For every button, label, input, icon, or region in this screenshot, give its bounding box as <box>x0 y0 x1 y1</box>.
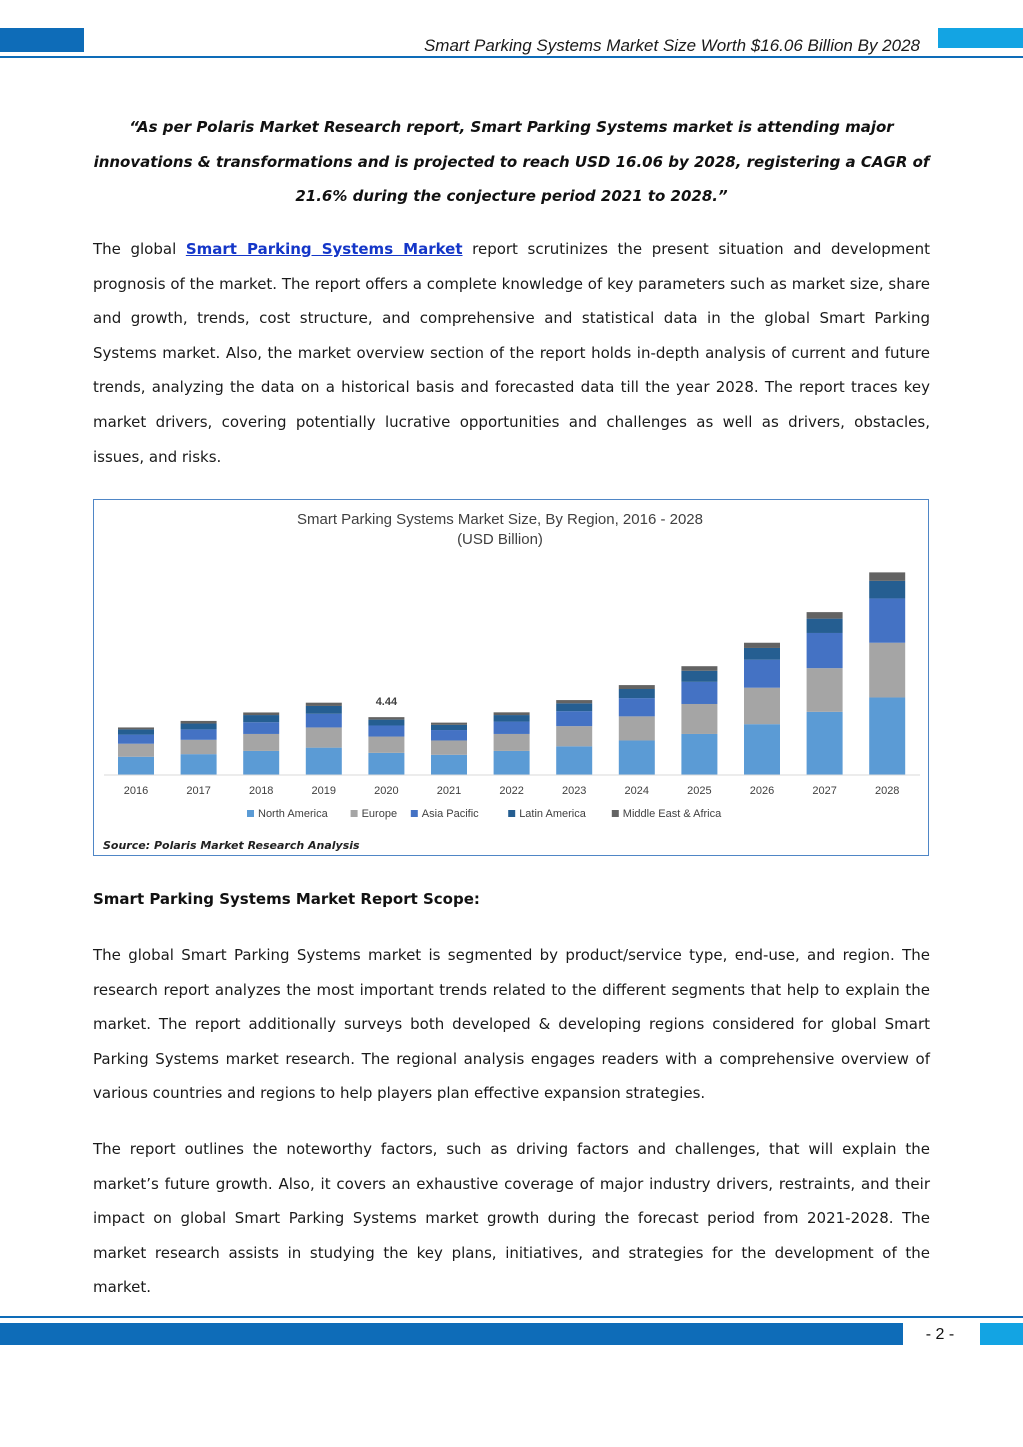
legend-swatch <box>351 810 358 817</box>
bar-segment-2020-4 <box>368 717 404 719</box>
bar-segment-2019-3 <box>306 706 342 714</box>
legend-label: North America <box>258 808 328 820</box>
bar-segment-2018-3 <box>243 715 279 722</box>
bar-segment-2017-4 <box>181 721 217 724</box>
bar-segment-2028-0 <box>869 697 905 775</box>
bar-segment-2020-3 <box>368 720 404 726</box>
chart-canvas <box>94 500 930 857</box>
bar-segment-2016-3 <box>118 729 154 734</box>
bar-segment-2020-1 <box>368 737 404 753</box>
bar-segment-2027-0 <box>807 712 843 775</box>
header-accent-left <box>0 28 84 52</box>
legend-swatch <box>411 810 418 817</box>
bar-segment-2023-2 <box>556 711 592 726</box>
bar-segment-2017-1 <box>181 740 217 754</box>
bar-segment-2025-2 <box>681 682 717 704</box>
bar-segment-2020-2 <box>368 725 404 736</box>
market-size-chart <box>93 499 929 856</box>
bar-segment-2024-0 <box>619 740 655 775</box>
bar-segment-2016-1 <box>118 744 154 757</box>
bar-segment-2026-0 <box>744 724 780 775</box>
bar-segment-2026-4 <box>744 643 780 648</box>
bar-segment-2028-4 <box>869 572 905 580</box>
legend-label: Asia Pacific <box>421 808 479 820</box>
bar-segment-2026-1 <box>744 688 780 724</box>
bar-segment-2027-3 <box>807 619 843 633</box>
bar-segment-2016-0 <box>118 757 154 775</box>
data-label: 4.44 <box>375 696 398 709</box>
bar-segment-2020-0 <box>368 753 404 775</box>
x-tick-label: 2018 <box>248 785 274 797</box>
x-tick-label: 2025 <box>687 785 712 797</box>
bar-segment-2018-2 <box>243 722 279 734</box>
bar-segment-2024-2 <box>619 698 655 716</box>
x-tick-label: 2026 <box>749 785 775 797</box>
legend-swatch <box>508 810 515 817</box>
scope-paragraph-2: The report outlines the noteworthy factors, such as driving factors and challenges, that will explain the market’s future growth. Also, it covers an exhaustive coverage of major industry drivers, restraints, and their impact on global Smart Parking Systems market growth during the forecast period from 2021-2028. The market research assists in studying the key plans, initiatives, and strategies for the development of the market. <box>93 1140 930 1297</box>
bar-segment-2025-0 <box>681 734 717 775</box>
bar-segment-2025-1 <box>681 704 717 734</box>
x-tick-label: 2027 <box>812 785 837 797</box>
chart-subtitle: (USD Billion) <box>457 531 543 548</box>
footer-accent-right <box>980 1323 1023 1345</box>
document-header-title: Smart Parking Systems Market Size Worth $16.06 Billion By 2028 <box>423 36 920 55</box>
legend-label: Europe <box>361 808 398 820</box>
chart-x-ticks <box>124 785 900 797</box>
highlight-quote: “As per Polaris Market Research report, Smart Parking Systems market is attending major innovations & transformations and is projected to reach USD 16.06 by 2028, registering a CAGR of 21.6% during the conjecture period 2021 to 2028.” <box>93 118 930 205</box>
bar-segment-2019-4 <box>306 703 342 706</box>
bar-segment-2017-3 <box>181 724 217 730</box>
bar-segment-2028-3 <box>869 581 905 599</box>
page-number: - 2 - <box>925 1326 955 1343</box>
intro-prefix: The global <box>93 240 186 258</box>
bar-segment-2023-4 <box>556 700 592 703</box>
header-accent-right <box>938 28 1023 48</box>
bar-segment-2025-4 <box>681 666 717 671</box>
bar-segment-2028-2 <box>869 598 905 642</box>
bar-segment-2018-0 <box>243 751 279 775</box>
bar-segment-2021-2 <box>431 730 467 740</box>
bar-segment-2016-4 <box>118 727 154 729</box>
footer-rule <box>0 1316 1023 1318</box>
bar-segment-2028-1 <box>869 643 905 698</box>
bar-segment-2025-3 <box>681 671 717 682</box>
bar-segment-2022-2 <box>494 722 530 734</box>
bar-segment-2016-2 <box>118 735 154 744</box>
bar-segment-2024-1 <box>619 716 655 740</box>
bar-segment-2019-1 <box>306 727 342 747</box>
x-tick-label: 2022 <box>499 785 524 797</box>
bar-segment-2021-3 <box>431 725 467 730</box>
footer-accent-bar <box>0 1323 903 1345</box>
x-tick-label: 2021 <box>436 785 462 797</box>
chart-annotations <box>376 696 398 708</box>
intro-paragraph <box>93 232 930 474</box>
bar-segment-2019-0 <box>306 748 342 775</box>
bar-segment-2021-4 <box>431 723 467 725</box>
bar-segment-2021-1 <box>431 740 467 754</box>
bar-segment-2018-1 <box>243 734 279 751</box>
x-tick-label: 2016 <box>123 785 149 797</box>
bar-segment-2021-0 <box>431 755 467 775</box>
x-tick-label: 2023 <box>561 785 587 797</box>
header-rule <box>0 56 1023 58</box>
bar-segment-2027-4 <box>807 612 843 619</box>
legend-swatch <box>612 810 619 817</box>
market-report-link[interactable]: Smart Parking Systems Market <box>185 240 463 258</box>
x-tick-label: 2024 <box>624 785 650 797</box>
bar-segment-2024-3 <box>619 689 655 698</box>
chart-bars <box>118 572 905 775</box>
intro-body: report scrutinizes the present situation and development prognosis of the market. The report offers a complete knowledge of key parameters such as market size, share and growth, trends, cost structure, and comprehensive and statistical data in the global Smart Parking Systems market. Also, the market overview section of the report holds in-depth analysis of current and future trends, analyzing the data on a historical basis and forecasted data till the year 2028. The report traces key market drivers, covering potentially lucrative opportunities and challenges as well as drivers, obstacles, issues, and risks. <box>93 240 930 466</box>
bar-segment-2019-2 <box>306 714 342 728</box>
bar-segment-2022-3 <box>494 715 530 722</box>
chart-legend <box>247 808 722 820</box>
chart-title: Smart Parking Systems Market Size, By Region, 2016 - 2028 <box>296 511 704 528</box>
bar-segment-2026-2 <box>744 660 780 688</box>
x-tick-label: 2020 <box>374 785 399 797</box>
scope-heading: Smart Parking Systems Market Report Scope: <box>93 890 480 908</box>
bar-segment-2022-1 <box>494 734 530 751</box>
chart-source: Source: Polaris Market Research Analysis <box>103 839 360 852</box>
bar-segment-2023-3 <box>556 703 592 711</box>
x-tick-label: 2019 <box>311 785 337 797</box>
bar-segment-2027-1 <box>807 668 843 712</box>
bar-segment-2027-2 <box>807 633 843 668</box>
bar-segment-2018-4 <box>243 712 279 715</box>
bar-segment-2024-4 <box>619 685 655 689</box>
bar-segment-2017-2 <box>181 729 217 739</box>
bar-segment-2026-3 <box>744 648 780 660</box>
bar-segment-2022-4 <box>494 712 530 715</box>
bar-segment-2023-0 <box>556 746 592 775</box>
legend-label: Latin America <box>519 808 586 820</box>
scope-paragraph-1: The global Smart Parking Systems market is segmented by product/service type, end-use, and region. The research report analyzes the most important trends related to the different segments that help to explain the market. The report additionally surveys both developed & developing regions considered for global Smart Parking Systems market research. The regional analysis engages readers with a comprehensive overview of various countries and regions to help players plan effective expansion strategies. <box>93 946 930 1103</box>
bar-segment-2017-0 <box>181 754 217 775</box>
legend-swatch <box>247 810 254 817</box>
x-tick-label: 2028 <box>874 785 900 797</box>
legend-label: Middle East & Africa <box>622 808 722 820</box>
x-tick-label: 2017 <box>186 785 211 797</box>
bar-segment-2022-0 <box>494 751 530 775</box>
bar-segment-2023-1 <box>556 726 592 746</box>
